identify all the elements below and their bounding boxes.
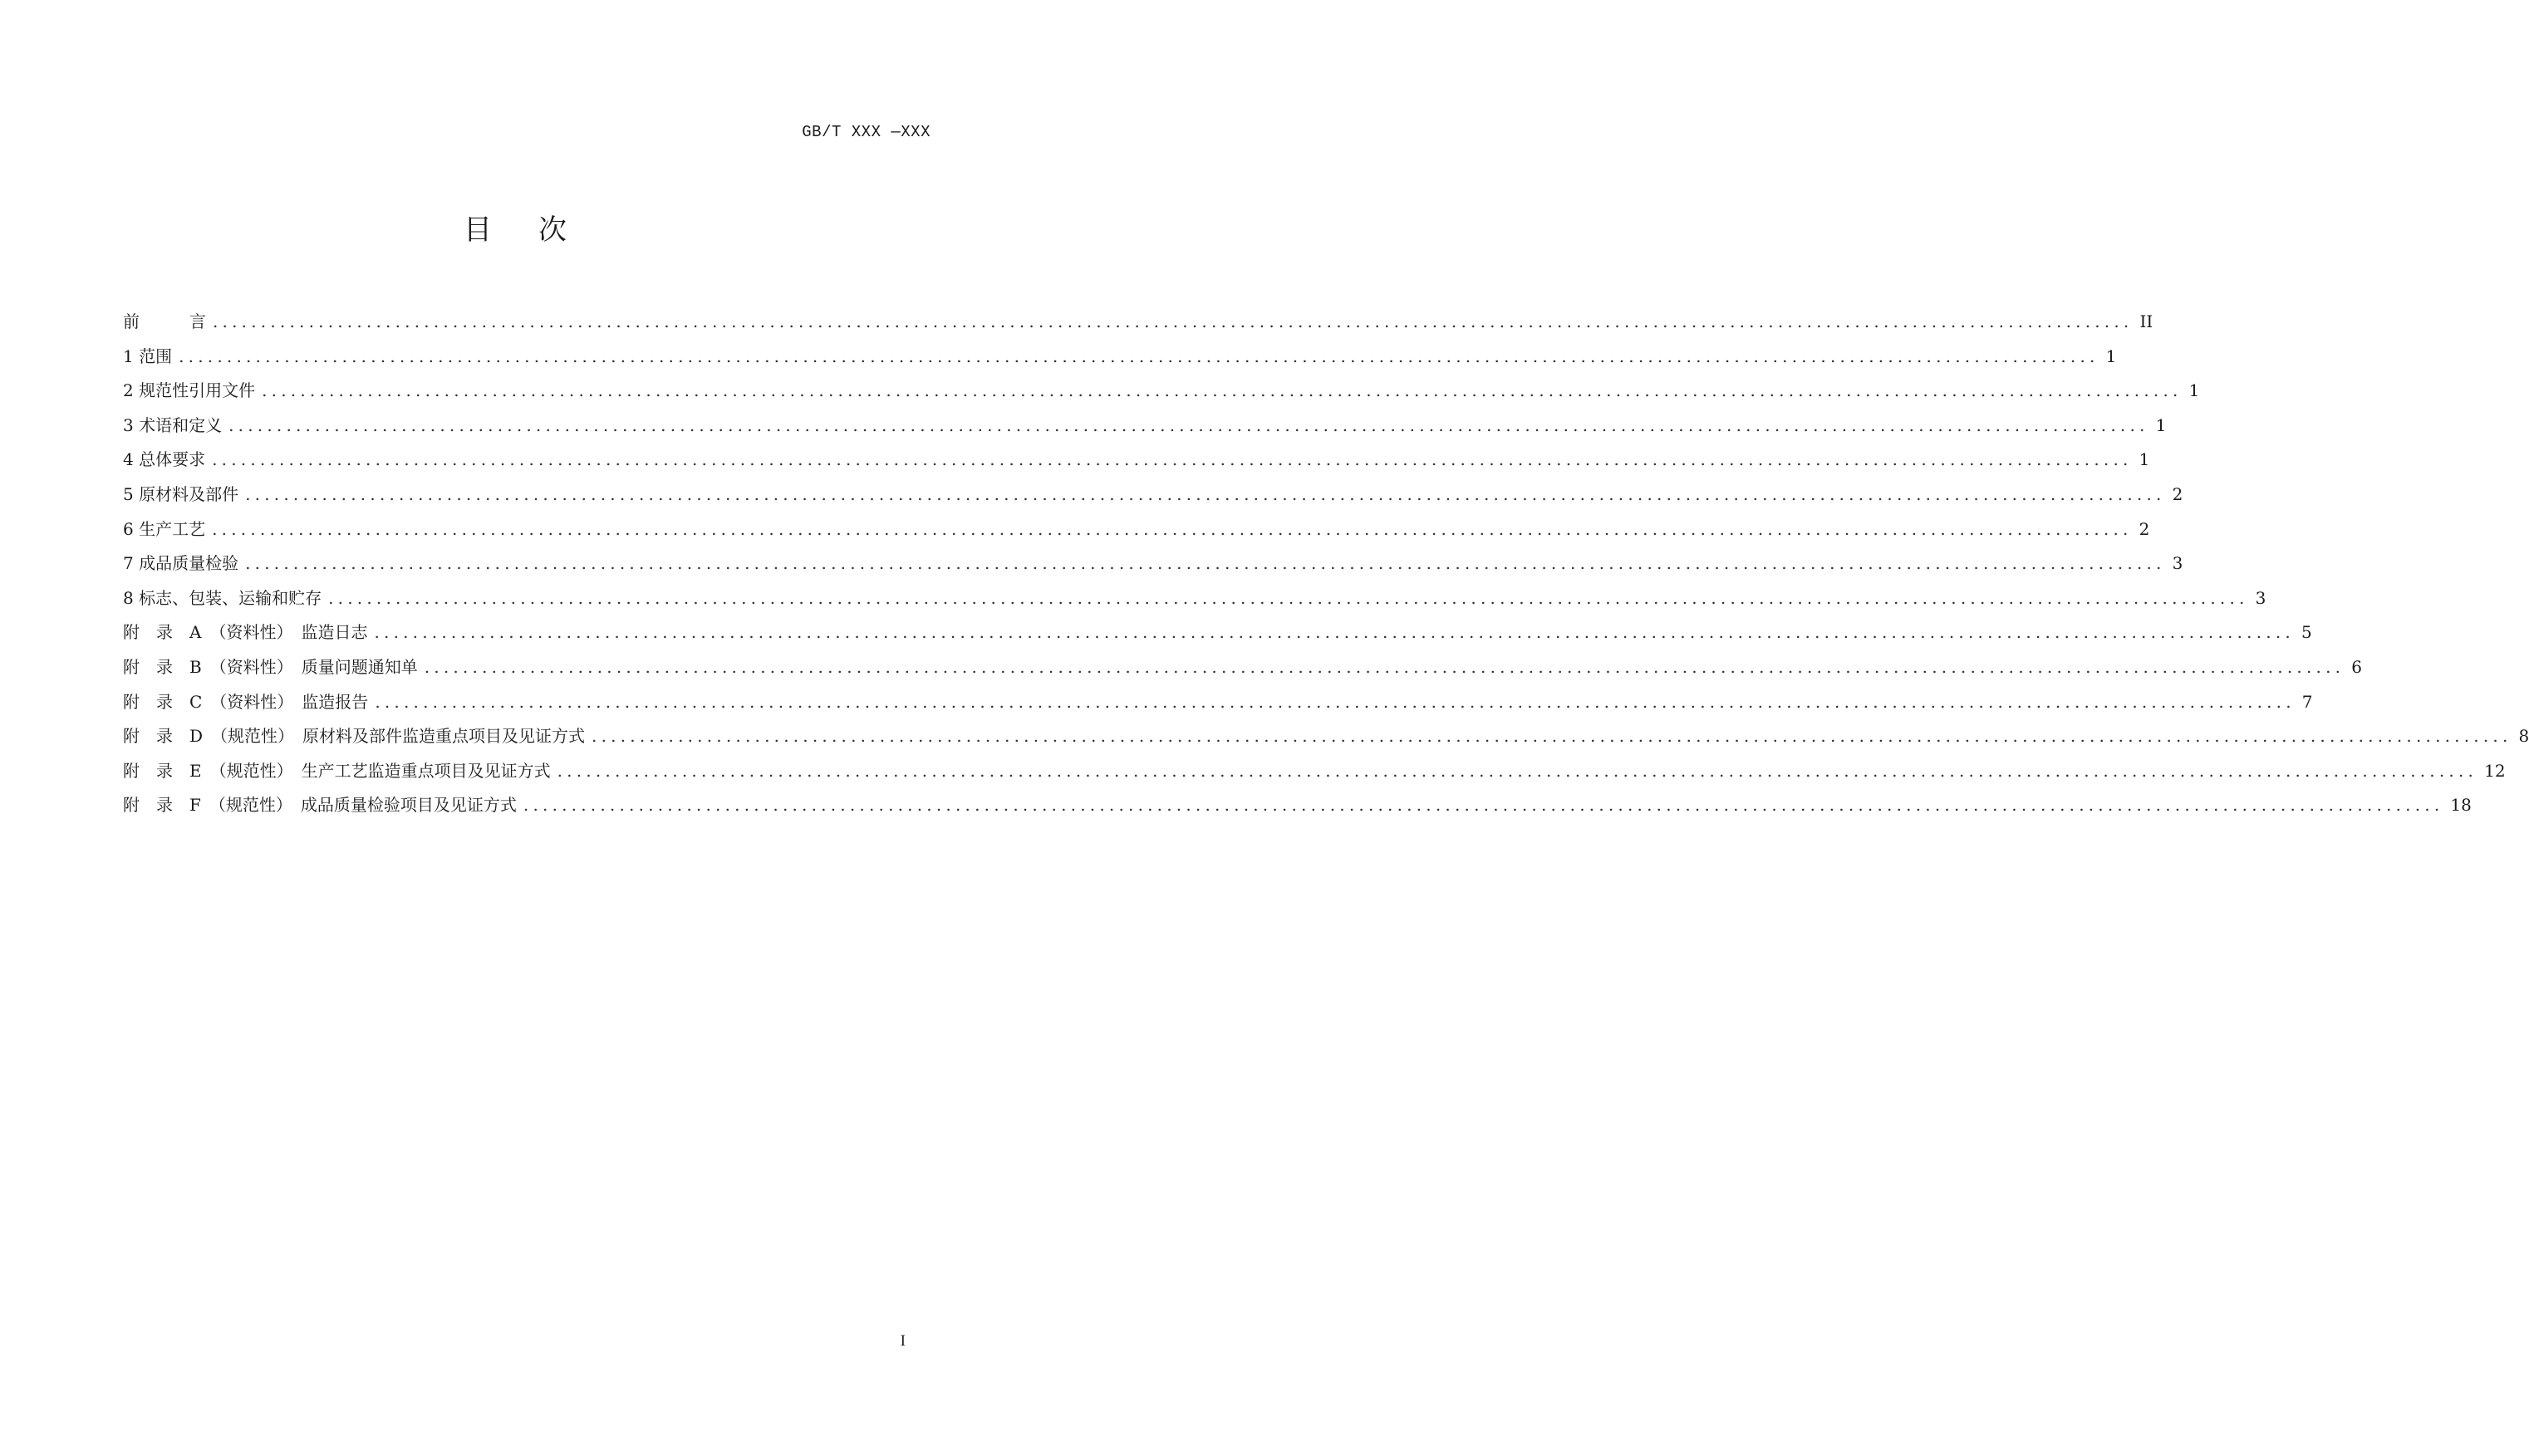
toc-entry-label: 附 录 E （规范性） 生产工艺监造重点项目及见证方式 (123, 760, 551, 781)
toc-entry-label: 附 录 C （资料性） 监造报告 (123, 691, 369, 712)
toc-entry-label: 附 录 A （资料性） 监造日志 (123, 622, 368, 643)
toc-entry-terms-definitions[interactable] (123, 409, 2167, 444)
toc-entry-annex-b[interactable] (123, 650, 2362, 685)
toc-entry-annex-d[interactable] (123, 719, 2529, 754)
toc-dot-leader: ........................................................................................................................................................................................................ (523, 795, 2444, 816)
toc-entry-page: 1 (2105, 346, 2117, 366)
toc-entry-page: 3 (2255, 587, 2266, 608)
toc-dot-leader: ........................................................................................................................................................................................................ (557, 760, 2478, 781)
toc-entry-scope[interactable] (123, 340, 2117, 375)
toc-entry-page: 5 (2301, 622, 2312, 643)
toc-entry-quality-inspection[interactable] (123, 547, 2183, 581)
toc-dot-leader: ........................................................................................................................................................................................................ (592, 726, 2512, 747)
table-of-contents (123, 305, 2529, 823)
toc-dot-leader: ........................................................................................................................................................................................................ (179, 346, 2099, 366)
toc-dot-leader: ........................................................................................................................................................................................................ (245, 553, 2166, 574)
toc-dot-leader: ........................................................................................................................................................................................................ (375, 691, 2296, 712)
toc-entry-label: 前 言 (123, 311, 206, 331)
toc-dot-leader: ........................................................................................................................................................................................................ (245, 483, 2166, 504)
toc-entry-label: 2 规范性引用文件 (123, 380, 256, 401)
page-number: I (900, 1332, 906, 1350)
toc-dot-leader: ........................................................................................................................................................................................................ (374, 622, 2295, 643)
toc-entry-label: 1 范围 (123, 346, 173, 366)
toc-dot-leader: ........................................................................................................................................................................................................ (228, 414, 2149, 435)
toc-entry-production-process[interactable] (123, 512, 2150, 547)
toc-entry-page: 18 (2450, 795, 2472, 816)
toc-entry-label: 7 成品质量检验 (123, 553, 239, 574)
toc-entry-general-requirements[interactable] (123, 443, 2150, 478)
toc-entry-annex-f[interactable] (123, 788, 2472, 823)
toc-dot-leader: ........................................................................................................................................................................................................ (328, 587, 2249, 608)
toc-entry-page: 1 (2155, 414, 2167, 435)
toc-entry-page: 7 (2301, 691, 2313, 712)
toc-entry-page: 8 (2518, 726, 2529, 747)
document-code: GB/T XXX —XXX (802, 123, 931, 141)
toc-entry-raw-materials[interactable] (123, 478, 2183, 512)
toc-entry-label: 附 录 B （资料性） 质量问题通知单 (123, 656, 418, 677)
page-title: 目次 (464, 213, 613, 247)
toc-entry-page: II (2139, 311, 2153, 331)
toc-entry-annex-a[interactable] (123, 615, 2312, 650)
toc-entry-page: 2 (2139, 518, 2150, 539)
toc-entry-annex-e[interactable] (123, 754, 2506, 789)
toc-entry-page: 3 (2172, 553, 2183, 574)
toc-entry-label: 3 术语和定义 (123, 414, 223, 435)
toc-entry-normative-references[interactable] (123, 374, 2200, 409)
toc-entry-page: 2 (2172, 483, 2183, 504)
toc-entry-label: 6 生产工艺 (123, 518, 206, 539)
toc-entry-annex-c[interactable] (123, 685, 2313, 720)
toc-dot-leader: ........................................................................................................................................................................................................ (212, 518, 2133, 539)
toc-entry-foreword[interactable] (123, 305, 2153, 340)
toc-entry-page: 1 (2188, 380, 2200, 401)
toc-dot-leader: ........................................................................................................................................................................................................ (213, 311, 2134, 331)
toc-entry-label: 附 录 D （规范性） 原材料及部件监造重点项目及见证方式 (123, 726, 586, 747)
toc-dot-leader: ........................................................................................................................................................................................................ (424, 656, 2345, 677)
toc-dot-leader: ........................................................................................................................................................................................................ (262, 380, 2183, 401)
toc-entry-marking-packaging[interactable] (123, 581, 2266, 616)
toc-entry-label: 附 录 F （规范性） 成品质量检验项目及见证方式 (123, 795, 517, 816)
toc-dot-leader: ........................................................................................................................................................................................................ (212, 449, 2133, 470)
toc-entry-page: 6 (2351, 656, 2362, 677)
toc-entry-label: 4 总体要求 (123, 449, 206, 470)
toc-entry-page: 1 (2139, 449, 2150, 470)
toc-entry-page: 12 (2484, 760, 2506, 781)
toc-entry-label: 8 标志、包装、运输和贮存 (123, 587, 322, 608)
toc-entry-label: 5 原材料及部件 (123, 483, 239, 504)
